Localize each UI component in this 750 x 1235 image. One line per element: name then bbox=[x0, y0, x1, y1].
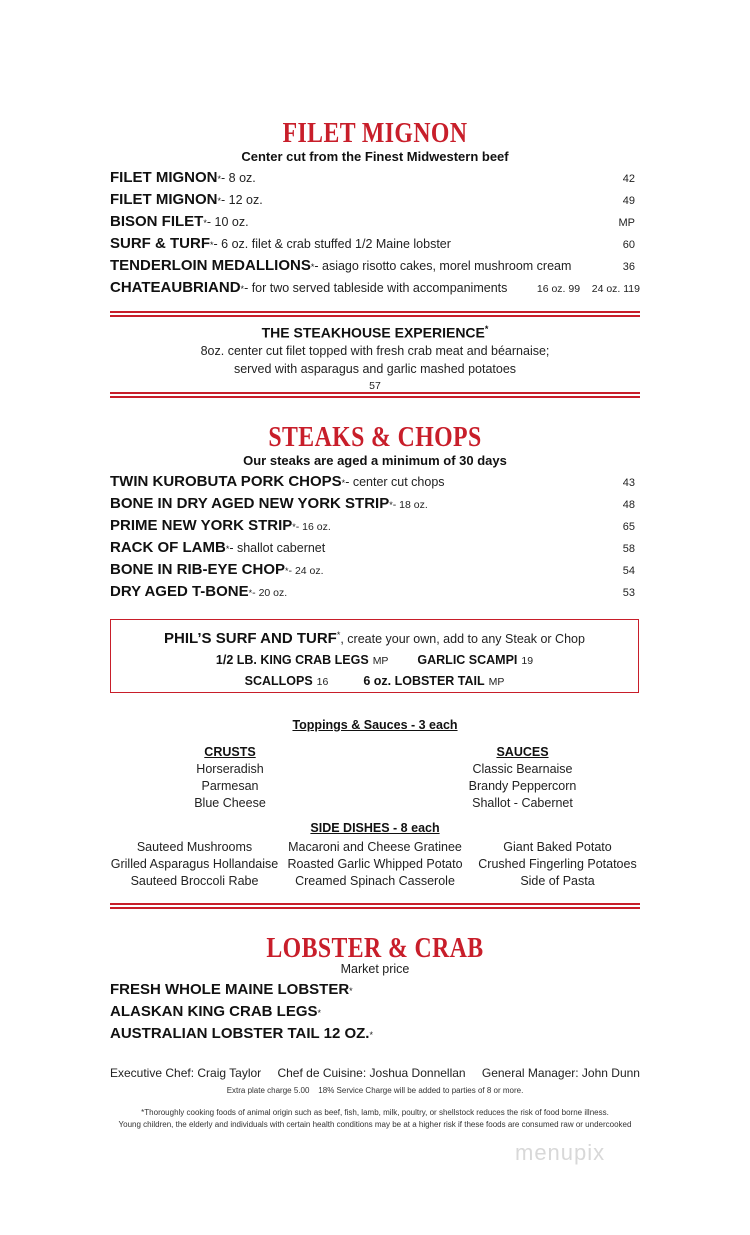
item-desc: - 18 oz. bbox=[392, 499, 428, 511]
filet-list bbox=[110, 167, 640, 299]
list-item: SURF & TURF * - 6 oz. filet & crab stuffed 1/2 Maine lobster 60 bbox=[110, 233, 640, 255]
sides-column-3 bbox=[465, 839, 650, 890]
divider bbox=[110, 311, 640, 317]
list-item: PRIME NEW YORK STRIP * - 16 oz. 65 bbox=[110, 515, 640, 537]
steaks-subtitle: Our steaks are aged a minimum of 30 days bbox=[243, 453, 507, 468]
item-price: 53 bbox=[622, 587, 635, 599]
sauces-column bbox=[430, 745, 615, 812]
lobster-title: LOBSTER & CRAB bbox=[266, 932, 484, 964]
general-manager: General Manager: John Dunn bbox=[481, 1066, 640, 1080]
list-item: Side of Pasta bbox=[520, 874, 595, 888]
item-name: FILET MIGNON bbox=[110, 169, 218, 186]
item-name: ALASKAN KING CRAB LEGS bbox=[110, 1003, 318, 1020]
item-price: 43 bbox=[622, 477, 635, 489]
item-name: RACK OF LAMB bbox=[110, 539, 226, 556]
surf-intro: , create your own, add to any Steak or Chop bbox=[340, 632, 585, 647]
addon-price: MP bbox=[372, 655, 389, 668]
item-price: 42 bbox=[622, 173, 635, 185]
item-price: 36 bbox=[622, 261, 635, 273]
list-item: Shallot - Cabernet bbox=[472, 796, 573, 810]
item-price: MP bbox=[618, 217, 635, 229]
list-item: AUSTRALIAN LOBSTER TAIL 12 OZ. * bbox=[110, 1023, 640, 1045]
item-name: TWIN KUROBUTA PORK CHOPS bbox=[110, 473, 342, 490]
item-desc: - asiago risotto cakes, morel mushroom cream bbox=[314, 259, 572, 273]
item-desc: - center cut chops bbox=[345, 475, 445, 489]
watermark: menupix bbox=[515, 1140, 606, 1165]
steakhouse-experience bbox=[110, 320, 640, 394]
item-price: 49 bbox=[622, 195, 635, 207]
item-name: DRY AGED T-BONE bbox=[110, 583, 249, 600]
item-name: BONE IN RIB-EYE CHOP bbox=[110, 561, 286, 578]
health-warning-2: Young children, the elderly and individuals with certain health conditions may be at a higher risk if these foods are consumed raw or undercooked bbox=[118, 1120, 632, 1129]
item-name: SURF & TURF bbox=[110, 235, 210, 252]
sides-column-2 bbox=[280, 839, 470, 890]
list-item: Brandy Peppercorn bbox=[468, 779, 577, 793]
list-item: Crushed Fingerling Potatoes bbox=[478, 857, 637, 871]
item-price: 16 oz. 99 24 oz. 119 bbox=[536, 283, 640, 295]
list-item: BISON FILET * - 10 oz. MP bbox=[110, 211, 640, 233]
list-item: CHATEAUBRIAND * - for two served tableside with accompaniments 16 oz. 99 24 oz. 119 bbox=[110, 277, 640, 299]
toppings-title: Toppings & Sauces - 3 each bbox=[292, 718, 458, 732]
item-desc: - shallot cabernet bbox=[229, 541, 326, 555]
list-item: Grilled Asparagus Hollandaise bbox=[110, 857, 279, 871]
executive-chef: Executive Chef: Craig Taylor bbox=[110, 1066, 262, 1080]
sides-column-1 bbox=[102, 839, 287, 890]
item-desc: - for two served tableside with accompaniments bbox=[244, 281, 508, 295]
item-price: 60 bbox=[622, 239, 635, 251]
list-item: TWIN KUROBUTA PORK CHOPS * - center cut chops 43 bbox=[110, 471, 640, 493]
item-name: FILET MIGNON bbox=[110, 191, 218, 208]
item-price: 54 bbox=[622, 565, 635, 577]
list-item: Roasted Garlic Whipped Potato bbox=[287, 857, 463, 871]
divider bbox=[110, 392, 640, 398]
staff-line bbox=[110, 1066, 640, 1080]
list-item: Parmesan bbox=[201, 779, 259, 793]
list-item: Giant Baked Potato bbox=[503, 840, 612, 854]
list-item: BONE IN DRY AGED NEW YORK STRIP * - 18 oz. 48 bbox=[110, 493, 640, 515]
list-item: Blue Cheese bbox=[194, 796, 266, 810]
divider bbox=[110, 903, 640, 909]
chef-de-cuisine: Chef de Cuisine: Joshua Donnellan bbox=[277, 1066, 466, 1080]
list-item: DRY AGED T-BONE * - 20 oz. 53 bbox=[110, 581, 640, 603]
health-warning-1: *Thoroughly cooking foods of animal origin such as beef, fish, lamb, milk, poultry, or shellstock reduces the risk of food borne illness. bbox=[141, 1108, 609, 1117]
list-item: FILET MIGNON * - 12 oz. 49 bbox=[110, 189, 640, 211]
crusts-column bbox=[140, 745, 320, 812]
lobster-subtitle: Market price bbox=[340, 962, 410, 976]
surf-title: PHIL’S SURF AND TURF bbox=[164, 630, 337, 648]
list-item: BONE IN RIB-EYE CHOP * - 24 oz. 54 bbox=[110, 559, 640, 581]
experience-price: 57 bbox=[369, 379, 381, 392]
list-item: Sauteed Mushrooms bbox=[136, 840, 253, 854]
item-desc: - 20 oz. bbox=[252, 587, 288, 599]
charges-note: Extra plate charge 5.00 18% Service Charge will be added to parties of 8 or more. bbox=[226, 1086, 524, 1095]
addon-price: MP bbox=[488, 676, 505, 689]
steaks-title: STEAKS & CHOPS bbox=[268, 421, 482, 453]
addon-name: GARLIC SCAMPI bbox=[417, 653, 518, 668]
item-name: BISON FILET bbox=[110, 213, 204, 230]
addon-name: 1/2 LB. KING CRAB LEGS bbox=[215, 653, 369, 668]
item-desc: - 8 oz. bbox=[221, 171, 256, 185]
list-item: Macaroni and Cheese Gratinee bbox=[288, 840, 462, 854]
asterisk: * bbox=[484, 324, 489, 334]
crusts-title: CRUSTS bbox=[204, 745, 256, 759]
surf-and-turf-box bbox=[110, 619, 639, 693]
list-item: ALASKAN KING CRAB LEGS * bbox=[110, 1001, 640, 1023]
item-name: PRIME NEW YORK STRIP bbox=[110, 517, 293, 534]
list-item: FRESH WHOLE MAINE LOBSTER * bbox=[110, 979, 640, 1001]
list-item: TENDERLOIN MEDALLIONS * - asiago risotto cakes, morel mushroom cream 36 bbox=[110, 255, 640, 277]
lobster-list bbox=[110, 979, 640, 1045]
experience-desc-1: 8oz. center cut filet topped with fresh crab meat and béarnaise; bbox=[200, 343, 550, 358]
list-item: FILET MIGNON * - 8 oz. 42 bbox=[110, 167, 640, 189]
addon-name: SCALLOPS bbox=[244, 674, 313, 689]
item-desc: - 12 oz. bbox=[221, 193, 263, 207]
item-desc: - 6 oz. filet & crab stuffed 1/2 Maine lobster bbox=[213, 237, 451, 251]
steaks-list bbox=[110, 471, 640, 603]
item-desc: - 10 oz. bbox=[206, 215, 249, 229]
list-item: Creamed Spinach Casserole bbox=[295, 874, 455, 888]
list-item: Horseradish bbox=[196, 762, 264, 776]
item-price: 48 bbox=[622, 499, 635, 511]
list-item: RACK OF LAMB * - shallot cabernet 58 bbox=[110, 537, 640, 559]
sides-title: SIDE DISHES - 8 each bbox=[310, 821, 440, 835]
item-name: FRESH WHOLE MAINE LOBSTER bbox=[110, 981, 350, 998]
item-desc: - 16 oz. bbox=[295, 521, 331, 533]
filet-title: FILET MIGNON bbox=[282, 117, 468, 149]
item-name: TENDERLOIN MEDALLIONS bbox=[110, 257, 311, 274]
filet-subtitle: Center cut from the Finest Midwestern beef bbox=[241, 149, 509, 164]
item-price: 65 bbox=[622, 521, 635, 533]
item-price: 58 bbox=[622, 543, 635, 555]
list-item: Sauteed Broccoli Rabe bbox=[130, 874, 259, 888]
addon-name: 6 oz. LOBSTER TAIL bbox=[363, 674, 485, 689]
sauces-title: SAUCES bbox=[496, 745, 549, 759]
experience-title: THE STEAKHOUSE EXPERIENCE bbox=[261, 324, 485, 341]
addon-price: 16 bbox=[316, 676, 329, 689]
addon-price: 19 bbox=[521, 655, 534, 668]
experience-desc-2: served with asparagus and garlic mashed potatoes bbox=[233, 361, 517, 376]
item-name: CHATEAUBRIAND bbox=[110, 279, 241, 296]
list-item: Classic Bearnaise bbox=[472, 762, 573, 776]
item-name: AUSTRALIAN LOBSTER TAIL 12 OZ. bbox=[110, 1025, 370, 1042]
item-desc: - 24 oz. bbox=[288, 565, 324, 577]
item-name: BONE IN DRY AGED NEW YORK STRIP bbox=[110, 495, 390, 512]
asterisk: * bbox=[336, 630, 341, 640]
